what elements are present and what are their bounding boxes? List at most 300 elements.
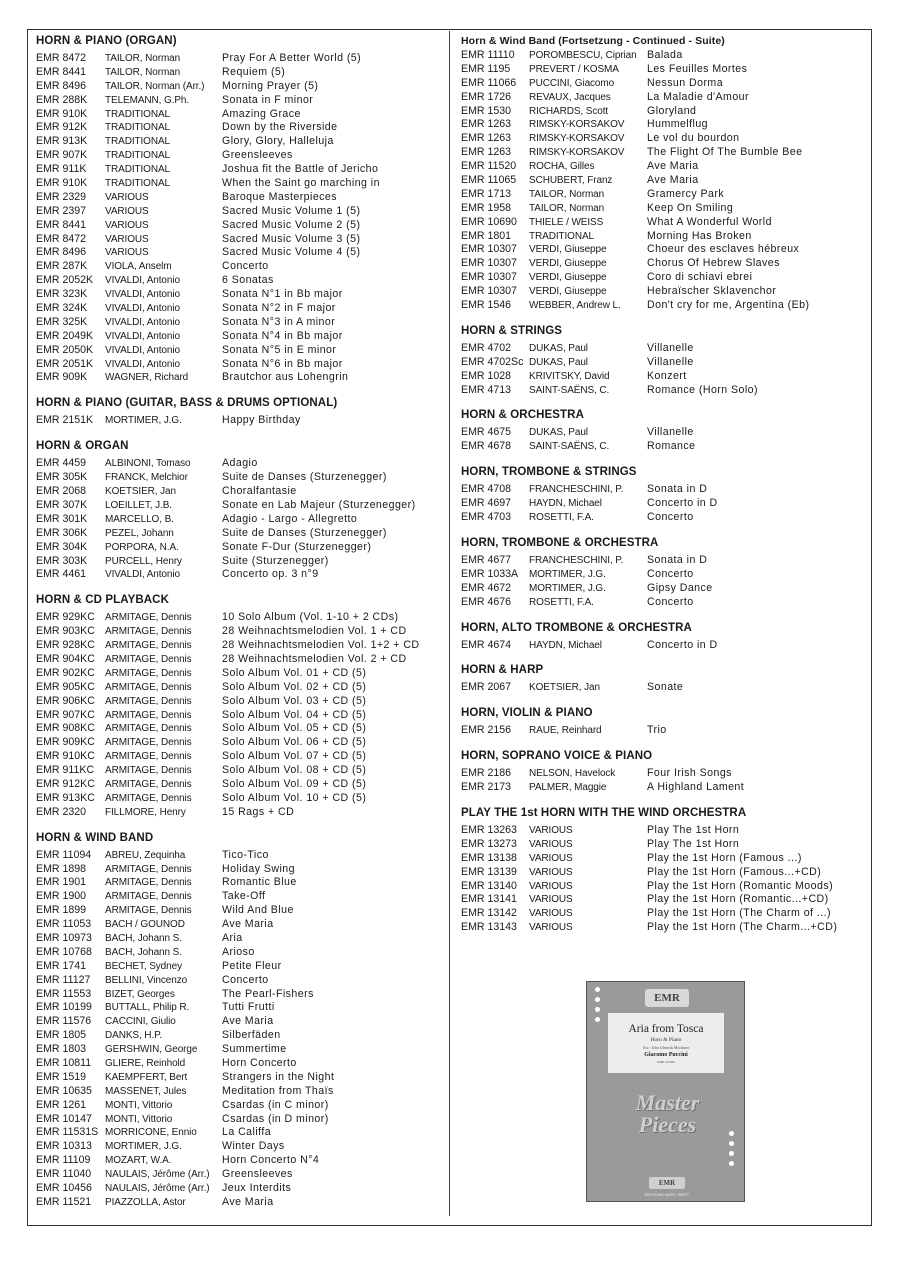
work-title: Solo Album Vol. 07 + CD (5) [222,750,367,763]
work-title: Konzert [647,369,687,382]
composer-name: BACH, Johann S. [105,932,182,944]
catalog-rows [461,342,866,398]
catalog-code: EMR 1899 [36,904,87,917]
composer-name: ARMITAGE, Dennis [105,640,192,652]
composer-name: ROSETTI, F.A. [529,512,594,524]
cover-composer: Giacomo Puccini [644,1052,688,1058]
work-title: Baroque Masterpieces [222,190,337,203]
work-title: Adagio - Largo - Allegretto [222,512,358,525]
work-title: Sacred Music Volume 1 (5) [222,204,361,217]
catalog-entry [36,904,444,918]
composer-name: VERDI, Giuseppe [529,272,607,284]
composer-name: FILLMORE, Henry [105,806,186,818]
composer-name: RIMSKY-KORSAKOV [529,133,625,145]
catalog-code: EMR 2050K [36,343,94,356]
catalog-entry [36,260,444,274]
catalog-code: EMR 13141 [461,893,517,906]
work-title: Sacred Music Volume 2 (5) [222,218,361,231]
catalog-code: EMR 4713 [461,383,512,396]
work-title: La Califfa [222,1126,272,1139]
catalog-code: EMR 306K [36,526,88,539]
catalog-entry [36,316,444,330]
work-title: 15 Rags + CD [222,805,295,818]
work-title: Solo Album Vol. 04 + CD (5) [222,708,367,721]
section-title: HORN & STRINGS [461,324,563,337]
catalog-section [461,749,866,795]
work-title: Greensleeves [222,149,293,162]
catalog-section [461,465,866,525]
composer-name: VIVALDI, Antonio [105,358,180,370]
catalog-entry [36,513,444,527]
catalog-code: EMR 11110 [461,49,515,61]
catalog-entry [36,806,444,820]
work-title: Romantic Blue [222,876,297,889]
catalog-code: EMR 912K [36,121,88,134]
catalog-code: EMR 13142 [461,907,517,920]
composer-name: DUKAS, Paul [529,427,588,439]
catalog-entry [461,202,866,216]
master-pieces-logo [605,1092,730,1136]
work-title: Aria [222,931,243,944]
work-title: Chorus Of Hebrew Slaves [647,257,780,270]
work-title: Les Feuilles Mortes [647,62,748,75]
catalog-rows [461,639,866,653]
work-title: Play the 1st Horn (The Charm...+CD) [647,921,838,934]
composer-name: VARIOUS [105,205,149,217]
work-title: Concerto [647,567,694,580]
work-title: What A Wonderful World [647,215,772,228]
catalog-entry [36,946,444,960]
catalog-rows [461,49,866,313]
composer-name: ARMITAGE, Dennis [105,891,192,903]
catalog-rows [461,681,866,695]
catalog-code: EMR 8496 [36,79,87,92]
catalog-entry [36,918,444,932]
work-title: Jeux Interdits [222,1182,292,1195]
catalog-code: EMR 910K [36,107,88,120]
composer-name: RAUE, Reinhard [529,725,602,737]
catalog-section [36,396,444,428]
catalog-code: EMR 902KC [36,666,95,679]
catalog-code: EMR 10811 [36,1057,92,1069]
catalog-entry [461,243,866,257]
catalog-entry [36,457,444,471]
catalog-code: EMR 8441 [36,218,87,231]
work-title: Sacred Music Volume 4 (5) [222,246,361,259]
catalog-entry [36,667,444,681]
composer-name: KOETSIER, Jan [105,486,176,498]
composer-name: MORRICONE, Ennio [105,1127,197,1139]
composer-name: RIMSKY-KORSAKOV [529,119,625,131]
catalog-code: EMR 11066 [461,76,517,89]
catalog-entry [36,219,444,233]
catalog-code: EMR 1263 [461,118,512,131]
work-title: Concerto in D [647,638,718,651]
work-title: Don't cry for me, Argentina (Eb) [647,299,810,312]
catalog-code: EMR 913KC [36,791,95,804]
composer-name: ARMITAGE, Dennis [105,626,192,638]
section-title: HORN & CD PLAYBACK [36,594,169,607]
catalog-code: EMR 10313 [36,1140,92,1153]
composer-name: PALMER, Maggie [529,782,607,794]
work-title: Solo Album Vol. 09 + CD (5) [222,777,367,790]
catalog-code: EMR 10307 [461,271,517,284]
catalog-entry [36,541,444,555]
catalog-entry [461,596,866,610]
catalog-code: EMR 13139 [461,865,517,878]
composer-name: NELSON, Havelock [529,768,616,780]
work-title: Take-Off [222,890,266,903]
composer-name: ARMITAGE, Dennis [105,863,192,875]
catalog-entry [36,344,444,358]
composer-name: DANKS, H.P. [105,1030,163,1042]
work-title: Concerto [222,973,269,986]
work-title: Romance [647,440,696,453]
catalog-code: EMR 4461 [36,568,87,581]
work-title: Sonata in D [647,553,708,566]
composer-name: RICHARDS, Scott [529,105,609,117]
catalog-code: EMR 1805 [36,1029,87,1042]
catalog-entry [36,149,444,163]
catalog-entry [36,750,444,764]
catalog-entry [461,146,866,160]
catalog-code: EMR 2329 [36,190,87,203]
work-title: Gipsy Dance [647,581,713,594]
catalog-entry [36,1126,444,1140]
composer-name: LOEILLET, J.B. [105,499,172,511]
composer-name: FRANCHESCHINI, P. [529,554,624,566]
composer-name: TAILOR, Norman [105,53,181,64]
catalog-entry [461,724,866,738]
work-title: Concerto in D [647,497,718,510]
composer-name: PEZEL, Johann [105,527,174,539]
catalog-entry [461,426,866,440]
cover-title: Aria from Tosca [628,1023,704,1035]
catalog-entry [36,1196,444,1210]
work-title: Ave Maria [647,160,699,173]
composer-name: ARMITAGE, Dennis [105,751,192,763]
catalog-entry [461,880,866,894]
catalog-code: EMR 1898 [36,862,87,875]
catalog-entry [461,49,866,63]
work-title: Tico-Tico [222,848,269,861]
composer-name: ALBINONI, Tomaso [105,458,191,470]
catalog-section [36,34,444,385]
catalog-code: EMR 904KC [36,652,95,665]
catalog-entry [36,527,444,541]
catalog-code: EMR 10307 [461,243,517,256]
catalog-entry [36,177,444,191]
cover-arranger: Arr.: John Glenesk Mortimer [642,1045,690,1050]
work-title: Choeur des esclaves hébreux [647,243,800,256]
catalog-code: EMR 4672 [461,581,512,594]
section-title: HORN & PIANO (ORGAN) [36,35,177,47]
catalog-entry [461,554,866,568]
work-title: Suite de Danses (Sturzenegger) [222,526,387,539]
catalog-entry [36,639,444,653]
composer-name: KOETSIER, Jan [529,682,600,694]
catalog-entry [36,792,444,806]
composer-name: PIAZZOLLA, Astor [105,1196,186,1208]
work-title: Csardas (in D minor) [222,1112,329,1125]
catalog-code: EMR 1028 [461,369,512,382]
section-title: HORN & HARP [461,664,544,677]
composer-name: ARMITAGE, Dennis [105,737,192,749]
emr-logo: EMR [645,989,689,1007]
publisher-name: EDITIONS MARC REIFT [644,1192,690,1197]
catalog-code: EMR 13273 [461,837,517,850]
cover-subtitle: Horn & Piano [650,1037,682,1043]
catalog-rows [461,483,866,525]
catalog-entry [461,921,866,935]
composer-name: HAYDN, Michael [529,498,602,510]
catalog-code: EMR 1263 [461,146,512,159]
catalog-entry [461,907,866,921]
right-column [461,34,866,946]
section-title: HORN & WIND BAND [36,831,154,844]
catalog-entry [36,108,444,122]
cover-image-aria-from-tosca [586,981,745,1202]
composer-name: VARIOUS [529,838,573,850]
section-title: Horn & Wind Band (Fortsetzung - Continued - Suite) [461,35,725,47]
composer-name: CACCINI, Giulio [105,1016,176,1028]
catalog-entry [36,499,444,513]
composer-name: NAULAIS, Jérôme (Arr.) [105,1183,210,1195]
catalog-code: EMR 10307 [461,257,517,270]
catalog-code: EMR 13263 [461,823,517,836]
section-title: HORN, SOPRANO VOICE & PIANO [461,750,653,763]
catalog-code: EMR 909K [36,371,88,384]
catalog-entry [36,485,444,499]
work-title: Ave Maria [647,174,699,187]
work-title: 28 Weihnachtsmelodien Vol. 2 + CD [222,652,407,665]
composer-name: MASSENET, Jules [105,1085,187,1097]
catalog-code: EMR 323K [36,288,88,301]
catalog-entry [461,105,866,119]
catalog-entry [461,511,866,525]
catalog-entry [36,1029,444,1043]
catalog-entry [36,1140,444,1154]
catalog-rows [461,554,866,610]
catalog-entry [36,302,444,316]
catalog-code: EMR 4677 [461,553,512,566]
catalog-entry [461,118,866,132]
catalog-code: EMR 288K [36,93,88,106]
work-title: Choralfantasie [222,485,297,498]
composer-name: REVAUX, Jacques [529,91,611,103]
composer-name: POROMBESCU, Ciprian [529,50,637,61]
catalog-code: EMR 13143 [461,921,517,934]
catalog-entry [36,233,444,247]
work-title: Pray For A Better World (5) [222,52,362,64]
catalog-entry [461,370,866,384]
catalog-code: EMR 11576 [36,1015,92,1028]
work-title: Solo Album Vol. 06 + CD (5) [222,736,367,749]
composer-name: RIMSKY-KORSAKOV [529,147,625,159]
catalog-rows [461,426,866,454]
composer-name: ROSETTI, F.A. [529,596,594,608]
catalog-entry [36,1168,444,1182]
catalog-code: EMR 4703 [461,511,512,524]
catalog-entry [36,722,444,736]
composer-name: VARIOUS [529,852,573,864]
composer-name: DUKAS, Paul [529,356,588,368]
catalog-entry [36,863,444,877]
work-title: Tutti Frutti [222,1001,275,1014]
catalog-code: EMR 4702 [461,341,512,354]
work-title: Winter Days [222,1140,285,1153]
work-title: 28 Weihnachtsmelodien Vol. 1+2 + CD [222,639,420,652]
work-title: Glory, Glory, Halleluja [222,135,334,148]
catalog-entry [461,299,866,313]
work-title: Morning Has Broken [647,229,752,242]
composer-name: BELLINI, Vincenzo [105,974,188,986]
catalog-code: EMR 905KC [36,680,95,693]
catalog-code: EMR 4675 [461,426,512,439]
catalog-entry [36,695,444,709]
work-title: Le vol du bourdon [647,132,740,145]
master-pieces-line2: Pieces [638,1112,697,1137]
catalog-entry [461,866,866,880]
catalog-section [461,663,866,695]
catalog-section [461,34,866,313]
work-title: Sonata in F minor [222,93,314,106]
composer-name: ARMITAGE, Dennis [105,681,192,693]
work-title: Sacred Music Volume 3 (5) [222,232,361,245]
work-title: La Maladie d'Amour [647,90,749,103]
catalog-code: EMR 1713 [461,187,512,200]
composer-name: TRADITIONAL [105,108,171,120]
composer-name: VARIOUS [529,866,573,878]
catalog-code: EMR 4697 [461,497,512,510]
section-title: HORN, ALTO TROMBONE & ORCHESTRA [461,621,692,634]
catalog-code: EMR 287K [36,260,88,273]
composer-name: VERDI, Giuseppe [529,244,607,256]
catalog-code: EMR 1546 [461,299,512,312]
catalog-section [461,408,866,454]
master-pieces-line1: Master [635,1090,700,1115]
composer-name: BECHET, Sydney [105,960,182,972]
cover-code: EMR 2036K [657,1060,675,1064]
composer-name: BUTTALL, Philip R. [105,1002,190,1014]
work-title: Romance (Horn Solo) [647,383,758,396]
catalog-code: EMR 11520 [461,160,517,173]
catalog-code: EMR 8472 [36,232,87,245]
work-title: 6 Sonatas [222,274,274,287]
composer-name: ARMITAGE, Dennis [105,792,192,804]
composer-name: PREVERT / KOSMA [529,63,619,75]
composer-name: VARIOUS [105,247,149,259]
work-title: Suite de Danses (Sturzenegger) [222,471,387,484]
catalog-entry [36,471,444,485]
catalog-entry [461,356,866,370]
composer-name: VARIOUS [105,219,149,231]
work-title: Sonata N°5 in E minor [222,343,337,356]
work-title: Hebraïscher Sklavenchor [647,285,777,298]
composer-name: HAYDN, Michael [529,639,602,651]
catalog-entry [461,852,866,866]
catalog-code: EMR 907K [36,149,88,162]
catalog-code: EMR 907KC [36,708,95,721]
catalog-code: EMR 910K [36,177,88,190]
work-title: Concerto [647,511,694,524]
work-title: Silberfäden [222,1029,281,1042]
catalog-code: EMR 4678 [461,440,512,453]
catalog-code: EMR 2067 [461,681,512,694]
catalog-entry [36,274,444,288]
catalog-code: EMR 8441 [36,65,87,78]
composer-name: ARMITAGE, Dennis [105,877,192,889]
work-title: Sonate en Lab Majeur (Sturzenegger) [222,498,416,511]
catalog-entry [36,555,444,569]
catalog-entry [36,736,444,750]
catalog-code: EMR 1263 [461,132,512,145]
catalog-entry [461,767,866,781]
work-title: Hummelflug [647,118,709,131]
composer-name: ARMITAGE, Dennis [105,723,192,735]
catalog-entry [36,974,444,988]
catalog-section [461,706,866,738]
work-title: Petite Fleur [222,959,282,972]
catalog-section [461,621,866,653]
composer-name: ROCHA, Gilles [529,161,595,173]
work-title: Wild And Blue [222,904,294,917]
composer-name: MARCELLO, B. [105,513,174,525]
work-title: Sonata N°3 in A minor [222,315,336,328]
catalog-code: EMR 11521 [36,1195,92,1208]
composer-name: TELEMANN, G.Ph. [105,94,190,106]
catalog-entry [461,132,866,146]
composer-name: ARMITAGE, Dennis [105,653,192,665]
catalog-entry [36,1113,444,1127]
catalog-section [461,806,866,935]
catalog-code: EMR 1900 [36,890,87,903]
catalog-entry [36,611,444,625]
emr-logo-bottom: EMR [649,1177,685,1189]
work-title: Solo Album Vol. 03 + CD (5) [222,694,367,707]
composer-name: VIVALDI, Antonio [105,289,180,301]
work-title: Csardas (in C minor) [222,1098,329,1111]
catalog-code: EMR 10456 [36,1182,92,1195]
catalog-entry [36,1182,444,1196]
work-title: Morning Prayer (5) [222,79,319,92]
composer-name: VARIOUS [529,880,573,892]
catalog-code: EMR 11053 [36,918,92,931]
catalog-code: EMR 10147 [36,1112,92,1125]
catalog-entry [461,893,866,907]
catalog-entry [36,1015,444,1029]
composer-name: SAINT-SAËNS, C. [529,441,610,453]
work-title: Solo Album Vol. 10 + CD (5) [222,791,367,804]
catalog-entry [36,66,444,80]
catalog-entry [461,77,866,91]
catalog-code: EMR 911KC [36,764,95,777]
work-title: Sonate [647,681,684,694]
composer-name: ARMITAGE, Dennis [105,667,192,679]
composer-name: GLIERE, Reinhold [105,1058,186,1069]
section-title: HORN & ORGAN [36,440,129,453]
section-title: HORN & ORCHESTRA [461,409,584,422]
work-title: Amazing Grace [222,107,301,120]
work-title: Play the 1st Horn (Romantic...+CD) [647,893,829,906]
catalog-code: EMR 1530 [461,104,512,117]
work-title: Play the 1st Horn (Famous...+CD) [647,865,822,878]
catalog-code: EMR 1958 [461,201,512,214]
catalog-code: EMR 2049K [36,329,94,342]
catalog-entry [36,932,444,946]
catalog-entry [461,285,866,299]
catalog-code: EMR 10199 [36,1001,92,1014]
